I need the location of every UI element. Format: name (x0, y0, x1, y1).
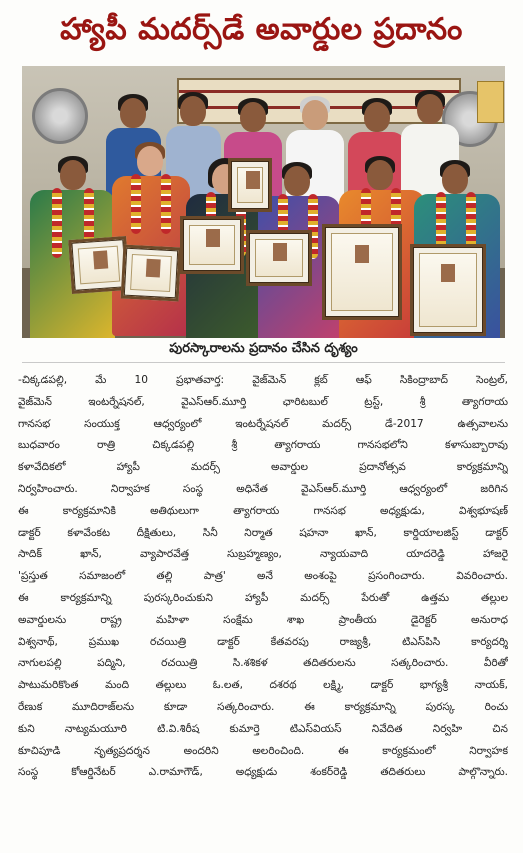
article-line: -చిక్కడపల్లి, మే 10 ప్రభాతవార్త: వైజ్‌మెన్ క్లబ్ ఆఫ్ సికింద్రాబాద్ సెంట్రల్, (18, 374, 508, 386)
article-line: ఈ కార్యక్రమాన్ని పురస్కరించుకుని హ్యాపీ మదర్స్ పేరుతో ఉత్తమ తల్లుల (18, 591, 508, 604)
article-line: డాక్టర్ కళావేంకట దీక్షితులు, సినీ నిర్మాత షహనా ఖాన్, కార్డియాలజిస్ట్ డాక్టర్ (18, 526, 508, 539)
article-line: నాగులపల్లి పద్మిని, రచయిత్రి సి.శశికళ తదితరులను సత్కరించారు. వీరితో (18, 657, 508, 670)
article-line: గానసభ సంయుక్త ఆధ్వర్యంలో ఇంటర్నేషనల్ మదర్స్ డే-2017 ఉత్సవాలను (18, 417, 508, 430)
article-line: వైజ్‌మెన్ ఇంటర్నేషనల్, వైఎస్ఆర్.మూర్తి ఛారిటబుల్ ట్రస్ట్, శ్రీ త్యాగరాయ (18, 395, 508, 408)
article-line: సాదిక్ ఖాన్, వ్యాపారవేత్త సుబ్రహ్మణ్యం, న్యాయవాది యాదరెడ్డి హాజరై (18, 548, 508, 561)
award-certificate (228, 158, 272, 212)
article-line: రేణుక మూదిరాజ్‌లను కూడా సత్కరించారు. ఈ కార్యక్రమాన్ని పురస్క రించు (18, 700, 508, 713)
ceiling-fan-icon (32, 88, 88, 144)
article-line: బుధవారం రాత్రి చిక్కడపల్లి శ్రీ త్యాగరాయ గానసభలోని కళాసుబ్బారావు (18, 439, 508, 452)
article-line: కుని నాట్యమయూరి టి.వి.శిరీష కుమార్తె టిఎస్‌వియస్ నివేదిత నిర్వహి చిన (18, 722, 508, 735)
article-line: అవార్డులను రాష్ట్ర మహిళా సంక్షేమ శాఖ ప్రాంతీయ డైరెక్టర్ అనురాధ (18, 613, 508, 626)
award-certificate (121, 245, 182, 302)
event-photo (22, 66, 505, 338)
award-certificate (246, 230, 312, 286)
award-certificate (322, 224, 402, 320)
article-line: విశ్వనాథ్, ప్రముఖ రచయిత్రి డాక్టర్ కేతవరపు రాజ్యశ్రీ, టిఎస్‌పిసి కార్యదర్శి (18, 635, 508, 648)
wall-poster (477, 81, 504, 123)
article-line: 'ప్రస్తుత సమాజంలో తల్లి పాత్ర' అనే అంశంపై ప్రసంగించారు. వివరించారు. (18, 570, 508, 583)
article-line: పాటుమరికొంత మంది తల్లులు ఓ.లత, దశరథ లక్ష్మి, డాక్టర్ భాగ్యశ్రీ నాయక్, (18, 679, 508, 692)
article-line: కూచిపూడి నృత్యప్రదర్శన అందరిని అలరించింది. ఈ కార్యక్రమంలో నిర్వాహక (18, 744, 508, 757)
award-certificate (180, 216, 244, 274)
photo-caption: పురస్కారాలను ప్రదానం చేసిన దృశ్యం (22, 338, 505, 363)
article-body (18, 370, 508, 784)
article-line: కళావేదికలో హ్యాపీ మదర్స్ అవార్డుల ప్రదానోత్సవ కార్యక్రమాన్ని (18, 461, 508, 474)
article-line: ఈ కార్యక్రమానికి అతిథులుగా త్యాగరాయ గానసభ అధ్యక్షుడు, విశ్వభూషణ్ (18, 504, 508, 517)
award-certificate (410, 244, 486, 336)
article-line: నిర్వహించారు. నిర్వాహక సంస్థ అధినేత వైఎస్ఆర్.మూర్తి ఆధ్వర్యంలో జరిగిన (18, 482, 508, 495)
headline: హ్యాపీ మదర్స్‌డే అవార్డుల ప్రదానం (60, 12, 463, 47)
article-line: సంస్థ కోఆర్డినేటర్ ఎ.రామాగౌడ్, అధ్యక్షుడు శంకర్‌రెడ్డి తదితరులు పాల్గొన్నారు. (18, 766, 508, 779)
